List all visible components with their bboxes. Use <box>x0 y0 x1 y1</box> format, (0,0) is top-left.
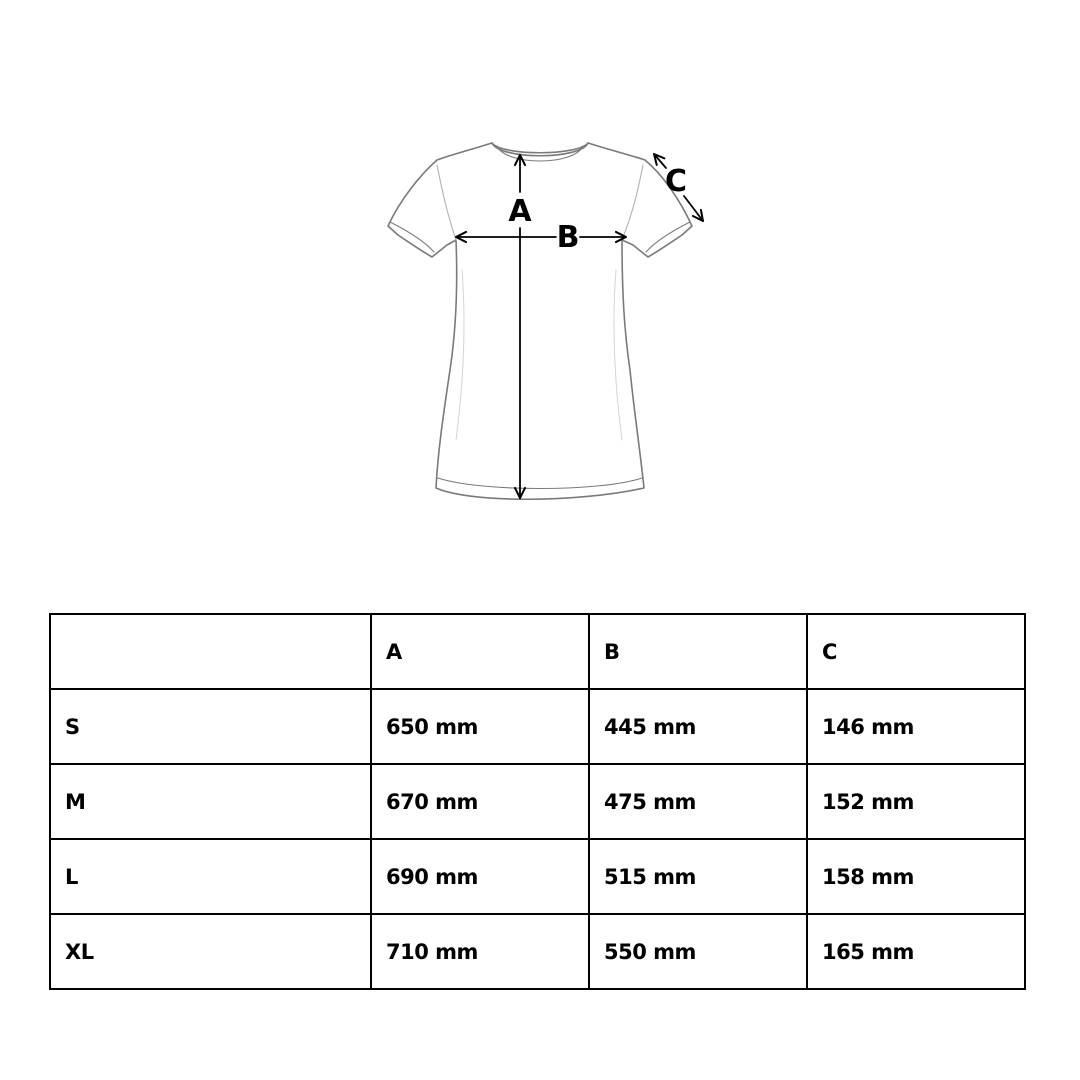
b-value-cell: 445 mm <box>589 689 807 764</box>
sleeve-arrow-lower <box>684 196 703 221</box>
tshirt-outline <box>388 143 692 499</box>
header-cell-a: A <box>371 614 589 689</box>
measurement-label-c: C <box>664 164 688 199</box>
b-value-cell: 550 mm <box>589 914 807 989</box>
size-chart-table <box>49 613 1026 990</box>
header-cell-b: B <box>589 614 807 689</box>
right-sleeve-seam <box>646 222 690 252</box>
header-cell-size <box>50 614 371 689</box>
right-side-shading <box>614 270 622 440</box>
a-value-cell: 650 mm <box>371 689 589 764</box>
c-value-cell: 158 mm <box>807 839 1025 914</box>
b-value-cell: 475 mm <box>589 764 807 839</box>
table-row <box>50 764 1025 839</box>
tshirt-body-outline <box>388 143 692 499</box>
measurement-label-b: B <box>556 220 580 255</box>
size-cell: S <box>50 689 371 764</box>
b-value-cell: 515 mm <box>589 839 807 914</box>
right-armhole-seam <box>622 165 643 240</box>
table-header-row <box>50 614 1025 689</box>
c-value-cell: 165 mm <box>807 914 1025 989</box>
left-sleeve-seam <box>390 222 434 252</box>
c-value-cell: 152 mm <box>807 764 1025 839</box>
c-value-cell: 146 mm <box>807 689 1025 764</box>
measurement-arrows <box>456 154 703 498</box>
left-armhole-seam <box>437 165 456 240</box>
a-value-cell: 670 mm <box>371 764 589 839</box>
table-row <box>50 914 1025 989</box>
a-value-cell: 690 mm <box>371 839 589 914</box>
left-side-shading <box>456 270 464 440</box>
size-cell: L <box>50 839 371 914</box>
a-value-cell: 710 mm <box>371 914 589 989</box>
hem-seam <box>438 478 642 489</box>
table-row <box>50 839 1025 914</box>
table-row <box>50 689 1025 764</box>
size-cell: M <box>50 764 371 839</box>
size-cell: XL <box>50 914 371 989</box>
measurement-label-a: A <box>508 194 532 229</box>
header-cell-c: C <box>807 614 1025 689</box>
